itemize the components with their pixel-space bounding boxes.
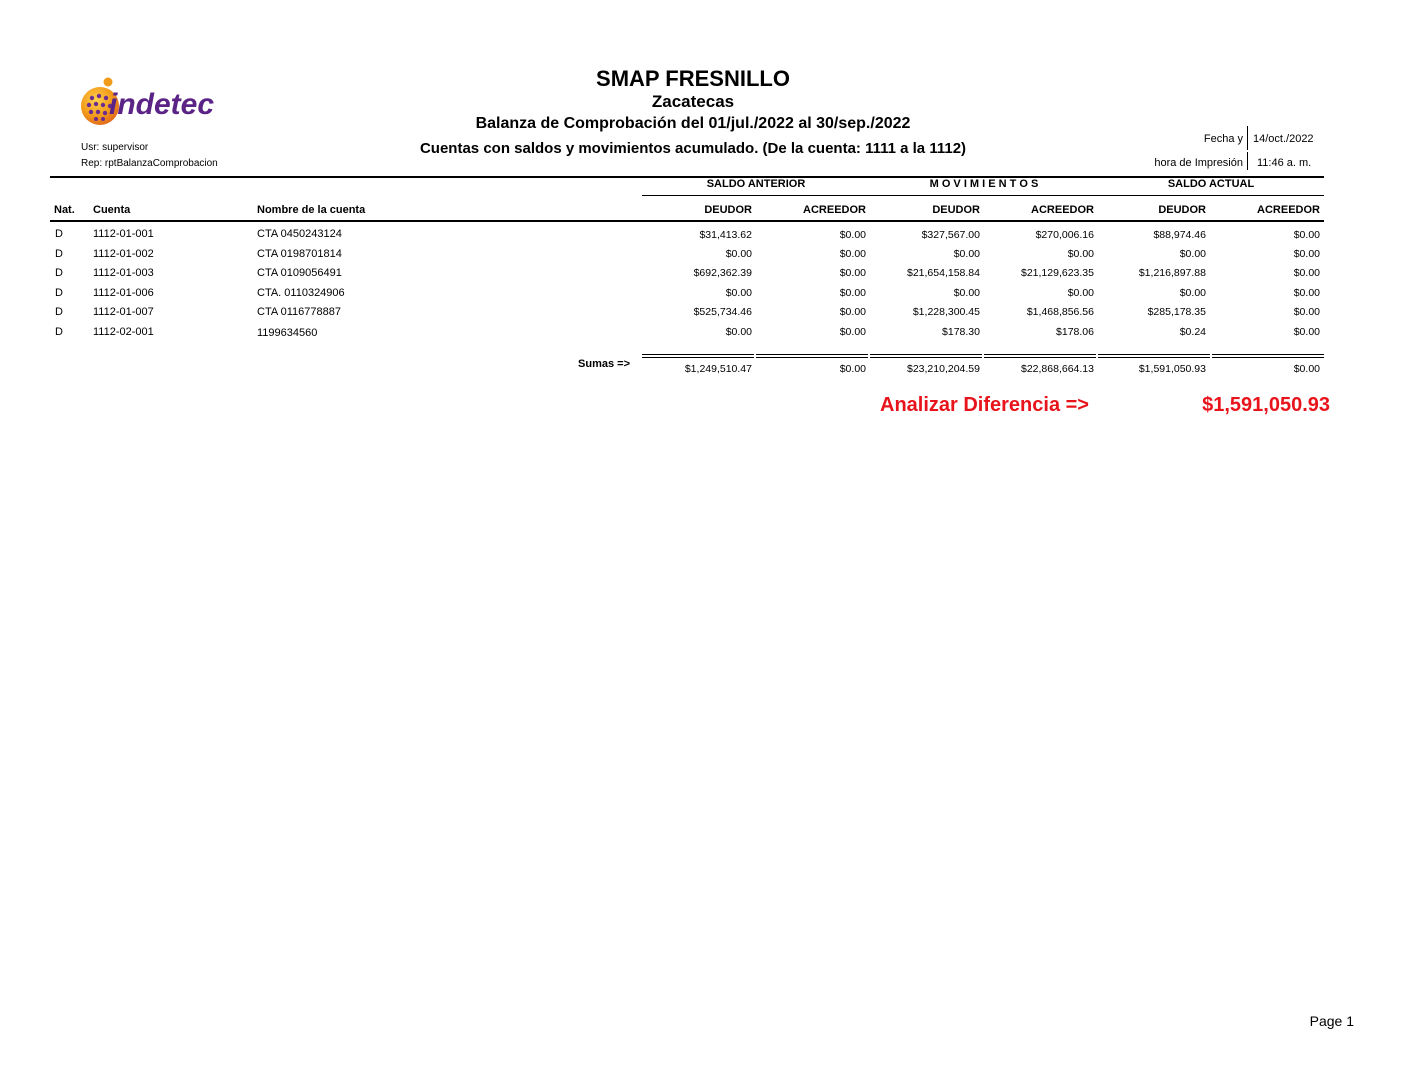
total-sc-acreedor: $0.00	[1293, 363, 1320, 375]
row-sa-acreedor: $0.00	[839, 229, 866, 241]
row-sa-acreedor: $0.00	[839, 306, 866, 318]
row-mv-deudor: $21,654,158.84	[907, 267, 980, 279]
row-sa-acreedor: $0.00	[839, 287, 866, 299]
col-sa-deudor: DEUDOR	[704, 204, 752, 216]
print-date-value: 14/oct./2022	[1253, 133, 1314, 145]
report-subtitle: Cuentas con saldos y movimientos acumulado. (De la cuenta: 1111 a la 1112)	[419, 140, 967, 157]
total-rule	[984, 357, 1096, 358]
row-sc-deudor: $0.00	[1179, 248, 1206, 260]
print-time-value: 11:46 a. m.	[1257, 157, 1312, 169]
column-header-rule	[50, 220, 1324, 222]
row-sc-deudor: $88,974.46	[1153, 229, 1206, 241]
total-rule	[870, 354, 982, 355]
total-mv-deudor: $23,210,204.59	[907, 363, 980, 375]
total-rule	[1212, 354, 1324, 355]
total-rule	[870, 357, 982, 358]
row-nombre: CTA 0116778887	[257, 306, 341, 318]
row-nombre: CTA. 0110324906	[257, 287, 345, 299]
row-sc-acreedor: $0.00	[1293, 229, 1320, 241]
group-saldo-actual: SALDO ACTUAL	[1167, 178, 1255, 190]
total-rule	[756, 357, 868, 358]
total-sc-deudor: $1,591,050.93	[1138, 363, 1206, 375]
row-mv-acreedor: $21,129,623.35	[1021, 267, 1094, 279]
group-movimientos: M O V I M I E N T O S	[929, 178, 1039, 190]
totals-label: Sumas =>	[578, 358, 630, 370]
row-nat: D	[55, 248, 63, 260]
total-rule	[756, 354, 868, 355]
row-mv-deudor: $178.30	[942, 326, 980, 338]
row-sa-acreedor: $0.00	[839, 248, 866, 260]
total-sa-deudor: $1,249,510.47	[684, 363, 752, 375]
row-sa-acreedor: $0.00	[839, 326, 866, 338]
row-nombre: 1199634560	[257, 327, 318, 339]
row-sa-deudor: $692,362.39	[693, 267, 752, 279]
row-sc-acreedor: $0.00	[1293, 326, 1320, 338]
col-mv-deudor: DEUDOR	[932, 204, 980, 216]
total-rule	[1212, 357, 1324, 358]
state-title: Zacatecas	[651, 92, 735, 111]
row-mv-acreedor: $1,468,856.56	[1026, 306, 1094, 318]
difference-value: $1,591,050.93	[1202, 394, 1330, 416]
total-mv-acreedor: $22,868,664.13	[1021, 363, 1094, 375]
row-sa-deudor: $0.00	[725, 326, 752, 338]
total-rule	[984, 354, 1096, 355]
row-cuenta: 1112-02-001	[93, 326, 154, 338]
col-nat: Nat.	[54, 204, 75, 216]
row-sc-deudor: $285,178.35	[1147, 306, 1206, 318]
row-mv-acreedor: $0.00	[1067, 287, 1094, 299]
row-mv-acreedor: $0.00	[1067, 248, 1094, 260]
row-sa-acreedor: $0.00	[839, 267, 866, 279]
total-rule	[642, 354, 754, 355]
row-nombre: CTA 0198701814	[257, 248, 342, 260]
row-cuenta: 1112-01-007	[93, 306, 154, 318]
total-rule	[1098, 354, 1210, 355]
row-mv-deudor: $1,228,300.45	[912, 306, 980, 318]
row-nombre: CTA 0109056491	[257, 267, 342, 279]
org-title: SMAP FRESNILLO	[596, 66, 790, 91]
row-mv-deudor: $327,567.00	[921, 229, 980, 241]
difference-label: Analizar Diferencia =>	[880, 394, 1089, 416]
col-nombre: Nombre de la cuenta	[257, 204, 366, 216]
row-sc-deudor: $1,216,897.88	[1138, 267, 1206, 279]
row-nat: D	[55, 267, 63, 279]
col-sc-deudor: DEUDOR	[1158, 204, 1206, 216]
row-nat: D	[55, 228, 63, 240]
row-sc-deudor: $0.00	[1179, 287, 1206, 299]
row-sc-acreedor: $0.00	[1293, 267, 1320, 279]
time-divider	[1247, 152, 1248, 170]
total-rule	[1098, 357, 1210, 358]
report-name: Rep: rptBalanzaComprobacion	[81, 158, 218, 169]
date-divider	[1247, 126, 1248, 150]
col-cuenta: Cuenta	[93, 204, 131, 216]
row-sa-deudor: $31,413.62	[699, 229, 752, 241]
row-cuenta: 1112-01-006	[93, 287, 154, 299]
row-mv-acreedor: $270,006.16	[1035, 229, 1094, 241]
row-cuenta: 1112-01-003	[93, 267, 154, 279]
print-time-label: hora de Impresión	[1154, 157, 1243, 169]
row-sc-deudor: $0.24	[1179, 326, 1206, 338]
row-nat: D	[55, 287, 63, 299]
total-sa-acreedor: $0.00	[839, 363, 866, 375]
row-mv-deudor: $0.00	[953, 248, 980, 260]
print-date-label: Fecha y	[1203, 133, 1243, 145]
col-sc-acreedor: ACREEDOR	[1257, 204, 1320, 216]
row-cuenta: 1112-01-002	[93, 248, 154, 260]
page-number: Page 1	[1309, 1013, 1354, 1029]
col-sa-acreedor: ACREEDOR	[803, 204, 866, 216]
total-rule	[642, 357, 754, 358]
row-sa-deudor: $0.00	[725, 287, 752, 299]
row-sc-acreedor: $0.00	[1293, 287, 1320, 299]
row-nat: D	[55, 306, 63, 318]
group-rule	[642, 195, 1324, 196]
row-nombre: CTA 0450243124	[257, 228, 342, 240]
group-saldo-anterior: SALDO ANTERIOR	[706, 178, 806, 190]
user-label: Usr: supervisor	[81, 142, 149, 153]
row-sc-acreedor: $0.00	[1293, 248, 1320, 260]
svg-text:indetec: indetec	[109, 88, 215, 121]
row-mv-deudor: $0.00	[953, 287, 980, 299]
row-sa-deudor: $525,734.46	[693, 306, 752, 318]
col-mv-acreedor: ACREEDOR	[1031, 204, 1094, 216]
row-sa-deudor: $0.00	[725, 248, 752, 260]
row-mv-acreedor: $178.06	[1056, 326, 1094, 338]
row-sc-acreedor: $0.00	[1293, 306, 1320, 318]
report-title: Balanza de Comprobación del 01/jul./2022 al 30/sep./2022	[475, 115, 911, 132]
row-cuenta: 1112-01-001	[93, 228, 154, 240]
row-nat: D	[55, 326, 63, 338]
